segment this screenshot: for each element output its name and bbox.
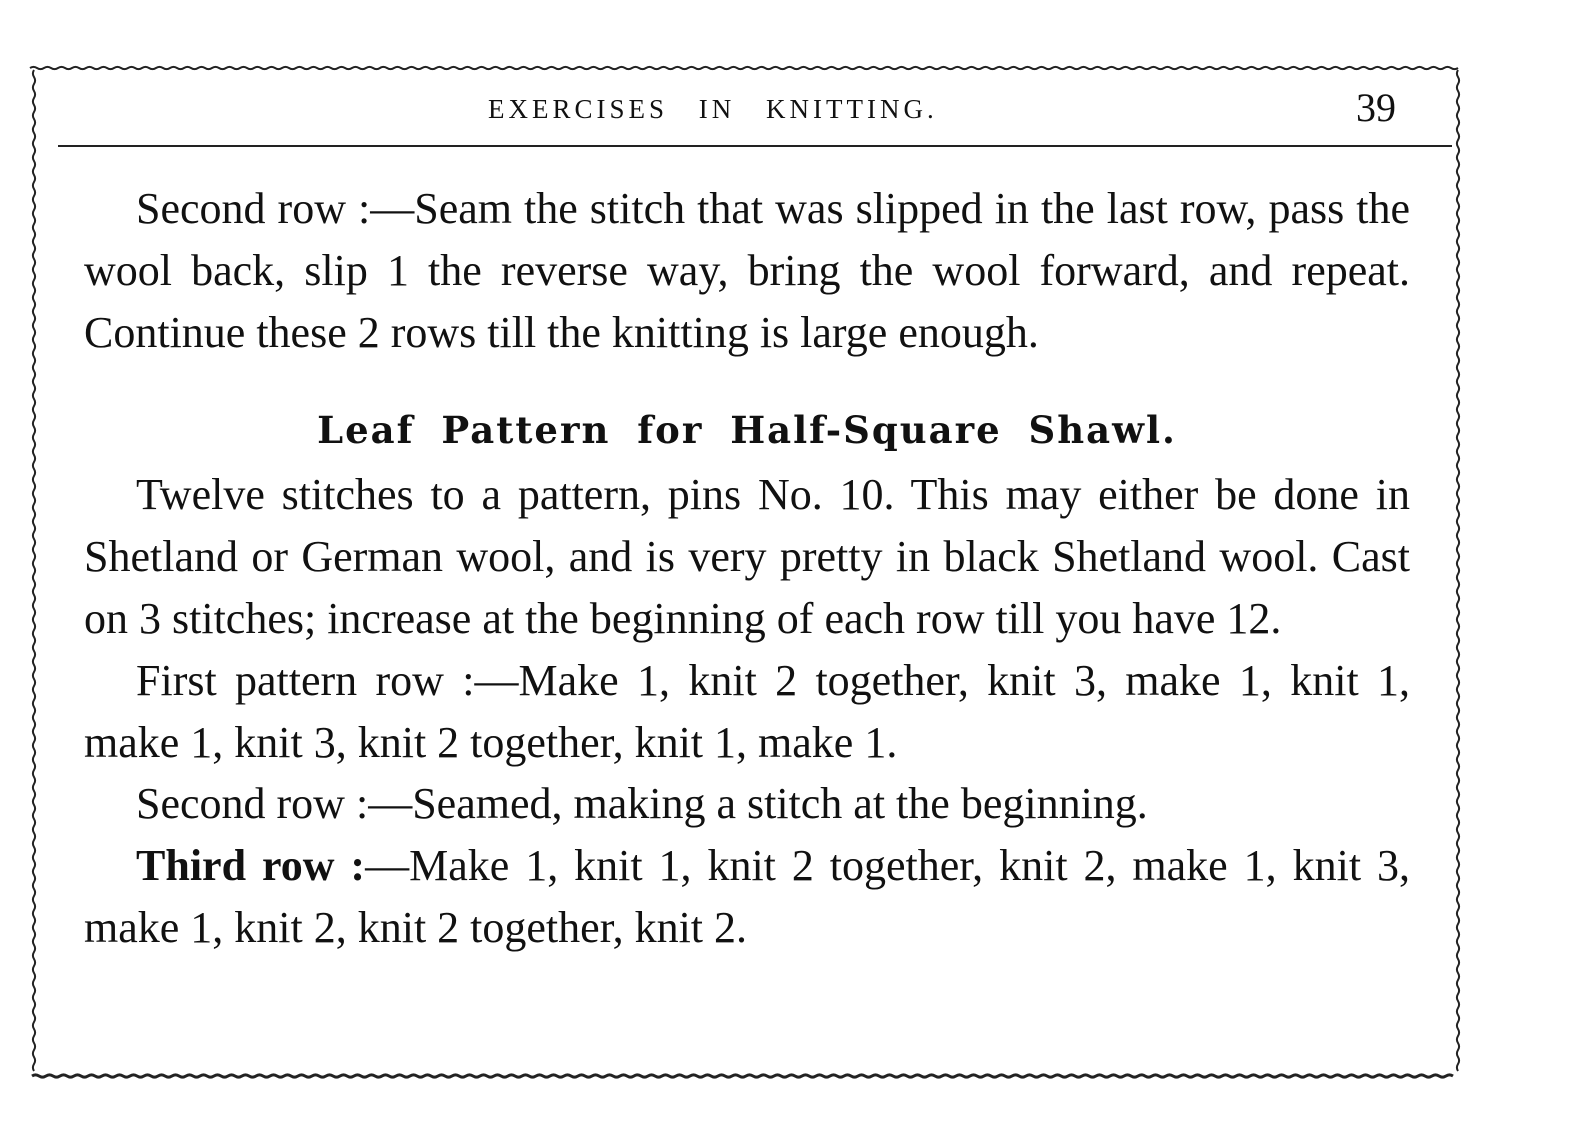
paragraph-second-row-continued xyxy=(84,178,1410,363)
paragraph-first-pattern-row xyxy=(84,650,1410,774)
paragraph-second-row xyxy=(84,773,1410,835)
row-instructions: —Make 1, knit 2 together, knit 3, make 1, knit 1, make 1, knit 3, knit 2 together, knit 1, make 1. xyxy=(84,655,1410,767)
row-instructions: —Seamed, making a stitch at the beginning. xyxy=(368,779,1148,829)
row-instructions: —Make 1, knit 1, knit 2 together, knit 2, make 1, knit 3, make 1, knit 2, knit 2 together, knit 2. xyxy=(84,841,1410,952)
border-right xyxy=(1457,70,1459,1071)
running-title: EXERCISES IN KNITTING. xyxy=(488,94,938,124)
paragraph-third-row xyxy=(84,835,1410,959)
row-label: Third row : xyxy=(136,841,366,891)
border-left xyxy=(33,70,35,1071)
row-label: Second row : xyxy=(136,184,371,233)
body-text xyxy=(84,178,1410,959)
row-label: Second row : xyxy=(136,779,369,829)
paragraph-intro: Twelve stitches to a pattern, pins No. 10. This may either be done in Shetland or German wool, and is very pretty in black Shetland wool. Cast on 3 stitches; increase at the beginning of each row till you have 12. xyxy=(84,470,1410,643)
page-number: 39 xyxy=(1356,85,1396,130)
running-head xyxy=(28,85,1460,130)
section-heading: Leaf Pattern for Half-Square Shawl. xyxy=(317,408,1177,453)
row-label: First pattern row : xyxy=(136,655,475,705)
page-frame xyxy=(28,66,1460,1080)
border-bottom xyxy=(32,1075,1453,1077)
row-instructions: —Seam the stitch that was slipped in the last row, pass the wool back, slip 1 the reverse way, bring the wool forward, and repeat. Continue these 2 rows till the knitting is large enough. xyxy=(84,184,1410,357)
header-rule xyxy=(58,145,1452,147)
border-top xyxy=(30,67,1458,69)
